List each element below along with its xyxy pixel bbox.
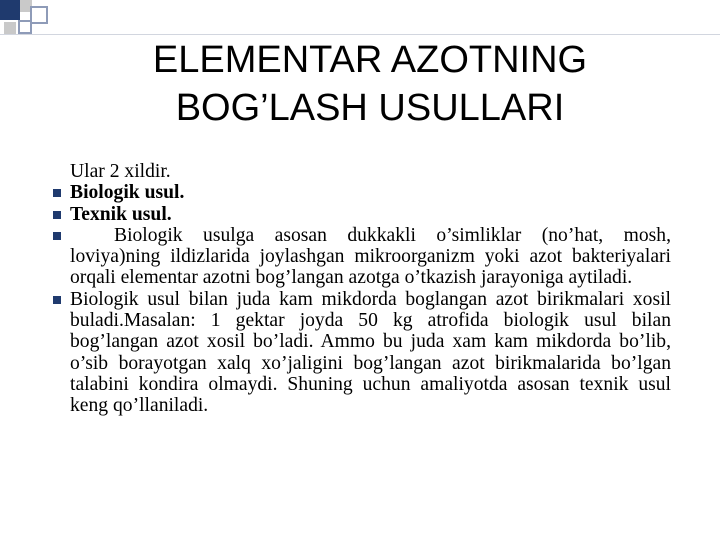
bullet-square-icon (53, 211, 61, 219)
title-line-1: ELEMENTAR AZOTNING (152, 39, 588, 81)
header-divider (0, 34, 720, 35)
intro-text: Ular 2 xildir. (70, 161, 171, 182)
list-item-text: Texnik usul. (70, 203, 172, 225)
list-item (70, 204, 671, 225)
list-item (70, 182, 671, 203)
list-item (70, 289, 671, 417)
decor-square-dark (0, 0, 20, 20)
slide-body (70, 161, 671, 417)
list-item-text: Biologik usul bilan juda kam mikdorda boglangan azot birikmalari xosil buladi.Masalan: 1 gektar joyda 50 kg atrofida biologik usul bilan bog’langan azot xosil bo’ladi. Ammo bu juda xam kam mikdorda bo’lib, o’sib borayotgan xalq xo’jaligini bog’langan azot birikmalarida bo’lgan talabini kondira olmaydi. Shuning uchun amaliyotda asosan texnik usul keng qo’llaniladi. (70, 288, 671, 417)
bullet-square-icon (53, 232, 61, 240)
decor-square-gray (4, 22, 16, 34)
list-item-text: Biologik usul. (70, 182, 185, 204)
title-line-2: BOG’LASH USULLARI (175, 87, 565, 129)
bullet-square-icon (53, 296, 61, 304)
bullet-square-icon (53, 189, 61, 197)
list-item-text: Biologik usulga asosan dukkakli o’simliklar (no’hat, mosh, loviya)ning ildizlarida joylashgan mikroorganizm yoki azot bakteriyalari orqali elementar azotni bog’langan azotga o’tkazish jarayoniga aytiladi. (70, 224, 671, 289)
decor-square-outline (18, 20, 32, 34)
decor-square-outline (30, 6, 48, 24)
list-item (70, 225, 671, 289)
slide-title (70, 36, 670, 132)
